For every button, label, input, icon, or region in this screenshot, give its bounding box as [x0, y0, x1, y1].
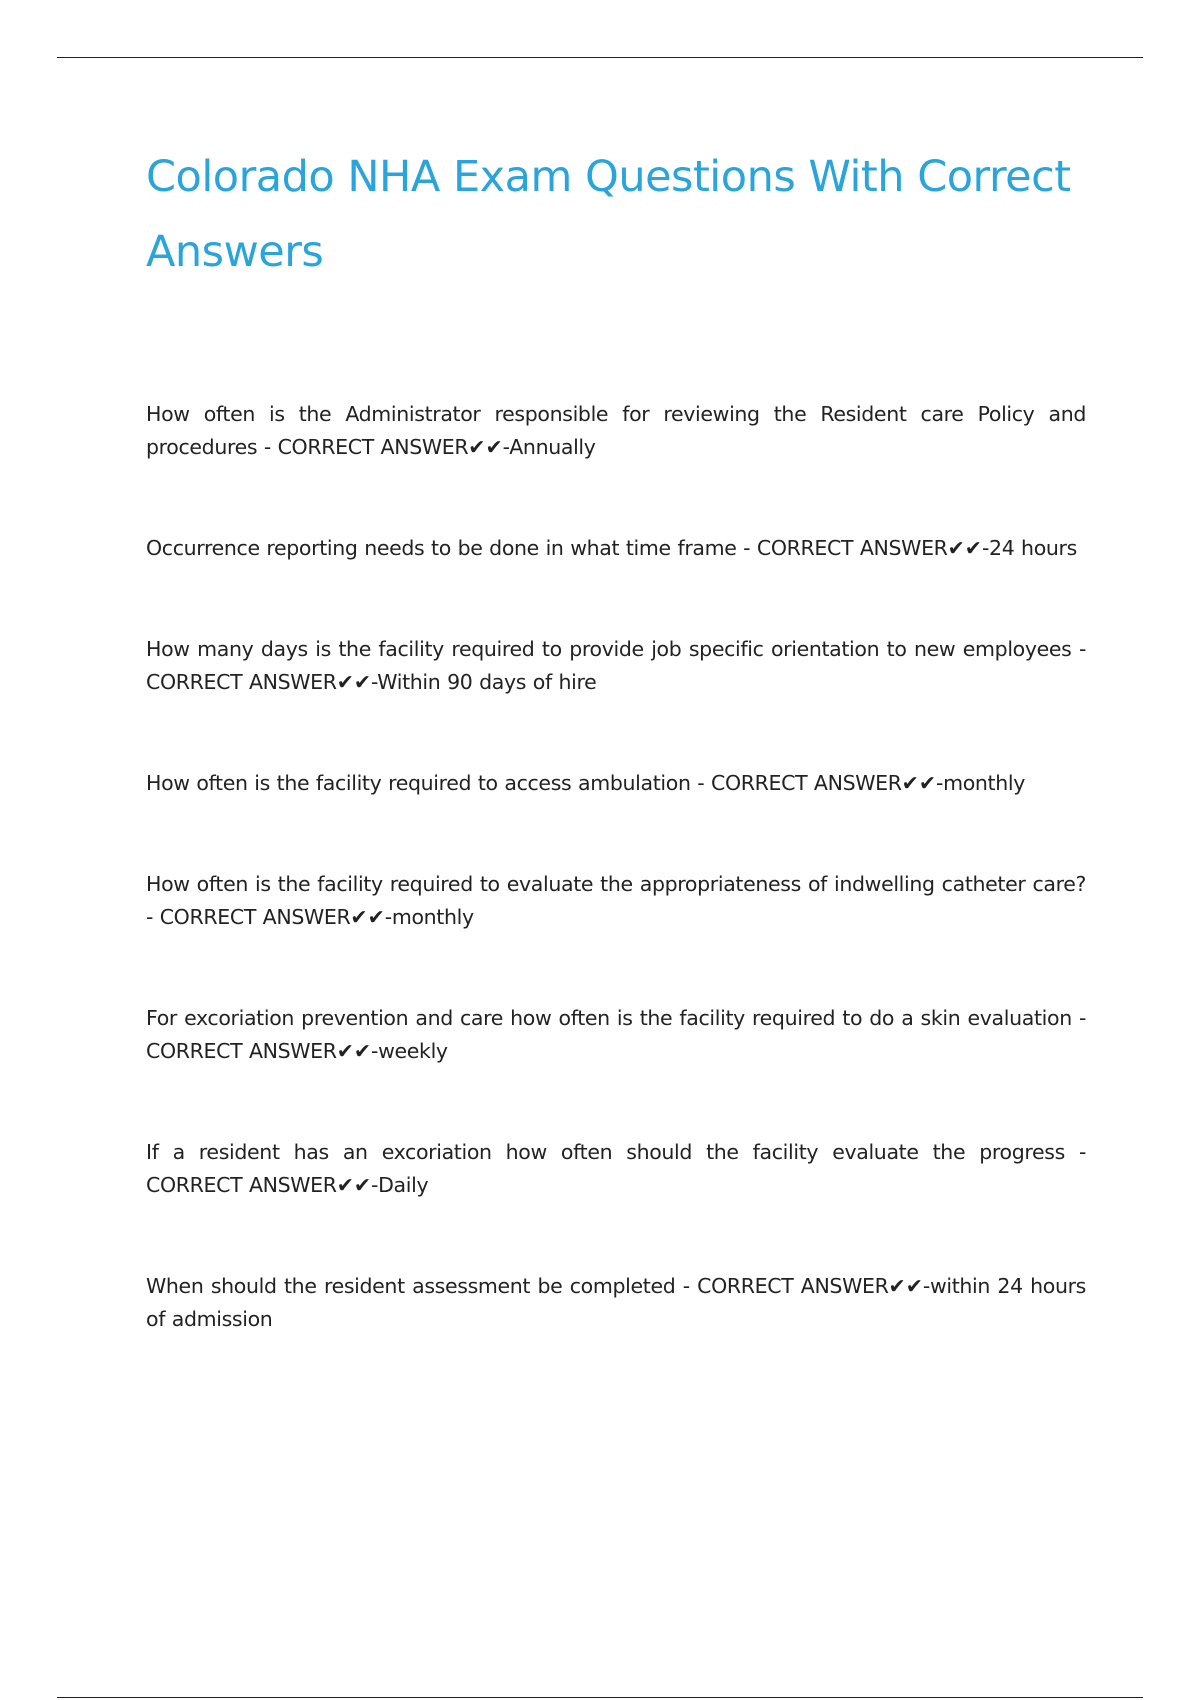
qa-item: How many days is the facility required to provide job specific orientation to new employees - CORRECT ANSWER✔✔-Within 90 days of hire: [146, 637, 1086, 694]
question-text: For excoriation prevention and care how often is the facility required to do a skin evaluation: [146, 1006, 1072, 1030]
answer-marker: CORRECT ANSWER: [159, 905, 351, 929]
question-text: How often is the Administrator responsible for reviewing the Resident care Policy and procedures: [146, 402, 1086, 459]
answer-marker: CORRECT ANSWER: [756, 536, 948, 560]
qa-item: How often is the facility required to access ambulation - CORRECT ANSWER✔✔-monthly: [146, 771, 1026, 795]
checkmark-icon: ✔✔: [947, 536, 982, 560]
answer-text: Annually: [509, 435, 596, 459]
answer-marker: CORRECT ANSWER: [146, 1173, 337, 1197]
checkmark-icon: ✔✔: [350, 905, 385, 929]
answer-marker: CORRECT ANSWER: [277, 435, 469, 459]
answer-marker: CORRECT ANSWER: [146, 1039, 337, 1063]
checkmark-icon: ✔✔: [336, 670, 372, 694]
checkmark-icon: ✔✔: [468, 435, 503, 459]
question-text: How often is the facility required to evaluate the appropriateness of indwelling catheter care?: [146, 872, 1086, 896]
answer-text: Daily: [378, 1173, 429, 1197]
question-text: Occurrence reporting needs to be done in what time frame: [146, 536, 737, 560]
answer-text: monthly: [943, 771, 1026, 795]
checkmark-icon: ✔✔: [336, 1173, 372, 1197]
qa-item: How often is the facility required to evaluate the appropriateness of indwelling catheter care? - CORRECT ANSWER✔✔-monthly: [146, 872, 1086, 929]
question-text: How often is the facility required to access ambulation: [146, 771, 691, 795]
question-text: If a resident has an excoriation how often should the facility evaluate the progress: [146, 1140, 1065, 1164]
answer-marker: CORRECT ANSWER: [697, 1274, 889, 1298]
checkmark-icon: ✔✔: [336, 1039, 372, 1063]
question-text: When should the resident assessment be completed: [146, 1274, 676, 1298]
qa-item: For excoriation prevention and care how often is the facility required to do a skin evaluation - CORRECT ANSWER✔✔-weekly: [146, 1006, 1087, 1063]
answer-text: within 24 hours of admission: [146, 1274, 1086, 1331]
qa-item: Occurrence reporting needs to be done in what time frame - CORRECT ANSWER✔✔-24 hours: [146, 536, 1077, 560]
answer-marker: CORRECT ANSWER: [710, 771, 902, 795]
checkmark-icon: ✔✔: [888, 1274, 923, 1298]
qa-item: If a resident has an excoriation how often should the facility evaluate the progress - CORRECT ANSWER✔✔-Daily: [146, 1140, 1086, 1197]
bottom-rule: [57, 1697, 1143, 1698]
answer-marker: CORRECT ANSWER: [146, 670, 337, 694]
answer-text: weekly: [378, 1039, 448, 1063]
document-page: [146, 140, 1087, 1331]
document-title: Colorado NHA Exam Questions With Correct Answers: [146, 152, 1071, 277]
qa-item: How often is the Administrator responsible for reviewing the Resident care Policy and procedures - CORRECT ANSWER✔✔-Annually: [146, 402, 1086, 459]
qa-item: When should the resident assessment be completed - CORRECT ANSWER✔✔-within 24 hours of admission: [146, 1274, 1086, 1331]
answer-text: Within 90 days of hire: [377, 670, 597, 694]
answer-text: 24 hours: [989, 536, 1077, 560]
top-rule: [57, 57, 1143, 58]
answer-text: monthly: [391, 905, 474, 929]
checkmark-icon: ✔✔: [901, 771, 937, 795]
question-text: How many days is the facility required to provide job specific orientation to new employees: [146, 637, 1072, 661]
